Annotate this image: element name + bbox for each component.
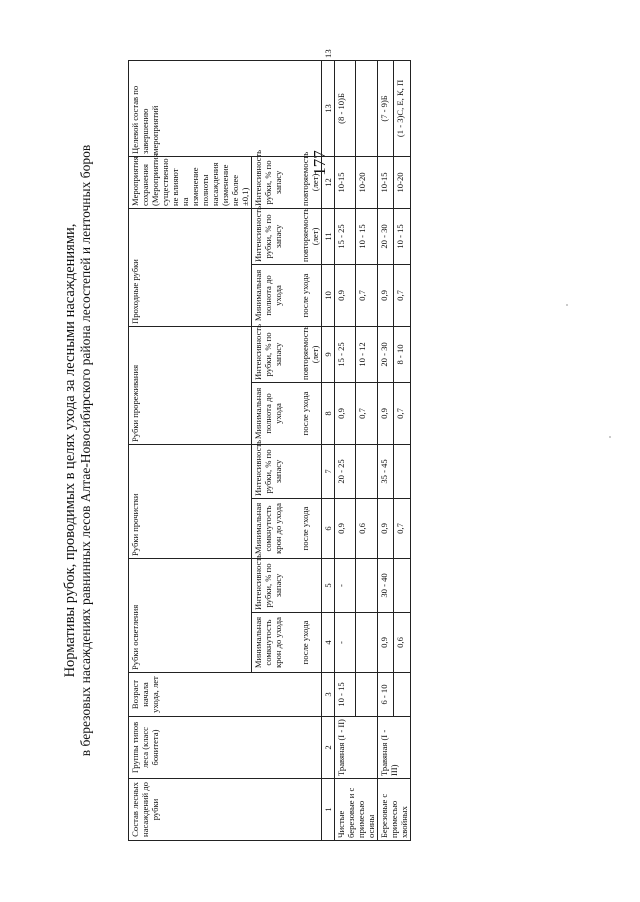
- header-int-mer: Интенсивность рубки, % по запасу: [252, 156, 299, 208]
- header-sostav: Состав лесных насаждений до рубки: [129, 779, 322, 841]
- header-povt-3: повторяемость (лет): [299, 156, 322, 208]
- cell-vozrast: 6 - 10: [377, 673, 394, 717]
- cell-value: 0,6: [356, 498, 378, 558]
- page-number: 177: [310, 150, 329, 176]
- cell-value: 0,9: [334, 264, 356, 326]
- cell-value: 0,9: [334, 382, 356, 444]
- cell-value: 0,9: [334, 498, 356, 558]
- cell-celevoy: (1 - 3)С, Е, К, П: [394, 60, 411, 156]
- col-number: 1: [321, 779, 334, 841]
- cell-value: [356, 673, 378, 717]
- table-row: [377, 60, 394, 840]
- header-int-phd: Интенсивность рубки, % по запасу: [252, 208, 299, 264]
- cell-value: 10 - 12: [356, 326, 378, 382]
- cell-value: [356, 444, 378, 498]
- cell-value: [356, 558, 378, 612]
- cell-value: 0,7: [394, 264, 411, 326]
- col-number: 7: [321, 444, 334, 498]
- scan-speck: [566, 304, 568, 306]
- header-min-somk-pro: Минимальная сомкнутость крон до ухода: [252, 498, 299, 558]
- col-number: 4: [321, 613, 334, 673]
- cell-value: -: [334, 558, 356, 612]
- header-povt-2: повторяемость (лет): [299, 208, 322, 264]
- cell-value: 35 - 45: [377, 444, 394, 498]
- cell-sostav: Чистые березовые и с примесью осины: [334, 779, 377, 841]
- cell-value: 10 - 15: [356, 208, 378, 264]
- cell-value: 0,6: [394, 613, 411, 673]
- cell-celevoy: (7 - 9)Б: [377, 60, 394, 156]
- cell-value: 10-15: [377, 156, 394, 208]
- cell-value: 0,9: [377, 382, 394, 444]
- cell-vozrast: 10 - 15: [334, 673, 356, 717]
- cell-sostav: Березовые с примесью хвойных: [377, 779, 410, 841]
- col-number: 8: [321, 382, 334, 444]
- col-number: 10: [321, 264, 334, 326]
- header-int-osv: Интенсивность рубки, % по запасу: [252, 558, 322, 612]
- header-vozrast: Возраст начала ухода, лет: [129, 673, 322, 717]
- header-posle-2: после ухода: [299, 498, 322, 558]
- cell-value: -: [334, 613, 356, 673]
- cell-gruppa: Травяная (I - II): [334, 717, 377, 779]
- cell-value: 0,9: [377, 613, 394, 673]
- cell-value: [394, 673, 411, 717]
- header-posle-3: после ухода: [299, 382, 322, 444]
- header-int-prr: Интенсивность рубки, % по запасу: [252, 326, 299, 382]
- header-osvetlenie: Рубки осветления: [129, 558, 252, 672]
- title-line-1: Нормативы рубок, проводимых в целях ухода за лесными насаждениями,: [62, 223, 78, 678]
- header-povt-1: повторяемость (лет): [299, 326, 322, 382]
- col-number: 5: [321, 558, 334, 612]
- cell-value: 0,7: [394, 498, 411, 558]
- header-prorezhivanie: Рубки прореживания: [129, 326, 252, 444]
- header-min-somk-osv: Минимальная сомкнутость крон до ухода: [252, 613, 299, 673]
- header-posle-4: после ухода: [299, 264, 322, 326]
- cell-value: 0,9: [377, 498, 394, 558]
- col-number: 13: [321, 60, 334, 156]
- cell-value: 15 - 25: [334, 326, 356, 382]
- cell-value: 10-20: [394, 156, 411, 208]
- header-prohodnye: Проходные рубки: [129, 208, 252, 326]
- cell-value: 10 - 15: [394, 208, 411, 264]
- header-prochistka: Рубки прочистки: [129, 444, 252, 558]
- header-int-pro: Интенсивность рубки, % по запасу: [252, 444, 322, 498]
- header-gruppa: Группы типов леса (класс бонитета): [129, 717, 322, 779]
- cell-value: 0,9: [377, 264, 394, 326]
- header-celevoy: Целевой состав по завершению мероприятий: [129, 60, 322, 156]
- cell-value: [356, 613, 378, 673]
- cell-value: 0,7: [356, 264, 378, 326]
- norms-table: [128, 49, 411, 841]
- cell-value: 30 - 40: [377, 558, 394, 612]
- header-row-groups: [129, 60, 252, 840]
- header-min-poln-phd: Минимальная полнота до ухода: [252, 264, 299, 326]
- col-number: 9: [321, 326, 334, 382]
- table-row: [334, 60, 356, 840]
- cell-value: [394, 558, 411, 612]
- header-min-poln-prr: Минимальная полнота до ухода: [252, 382, 299, 444]
- document-title: [62, 58, 94, 843]
- cell-value: 10-15: [334, 156, 356, 208]
- col-number: 6: [321, 498, 334, 558]
- cell-value: 20 - 25: [334, 444, 356, 498]
- cell-value: 20 - 30: [377, 326, 394, 382]
- cell-value: 10-20: [356, 156, 378, 208]
- rotated-page-content: [62, 49, 532, 843]
- header-meropriyatiya: Мероприятия сохранения (Мероприятия существенно не влияют на изменение полноты насаждения (изменение не более ±0,1): [129, 156, 252, 208]
- col-number: 2: [321, 717, 334, 779]
- col-number: 12: [321, 156, 334, 208]
- scan-speck: [609, 436, 611, 438]
- col-number: 11: [321, 208, 334, 264]
- header-posle-1: после ухода: [299, 613, 322, 673]
- cell-value: 0,7: [356, 382, 378, 444]
- cell-gruppa: Травяная (I - III): [377, 717, 410, 779]
- cell-value: 8 - 10: [394, 326, 411, 382]
- col-number: 3: [321, 673, 334, 717]
- title-line-2: в березовых насаждениях равнинных лесов Алтае-Новосибирского района лесостепей и ленточных боров: [78, 144, 93, 757]
- cell-value: 15 - 25: [334, 208, 356, 264]
- cell-value: 20 - 30: [377, 208, 394, 264]
- cell-value: 0,7: [394, 382, 411, 444]
- cell-value: [394, 444, 411, 498]
- column-numbers-row: 1 2 3 4 5 6 7 8 9 10 11 12 13 13: [321, 60, 334, 840]
- cell-celevoy: (8 - 10)Б: [334, 60, 356, 156]
- cell-celevoy: [356, 60, 378, 156]
